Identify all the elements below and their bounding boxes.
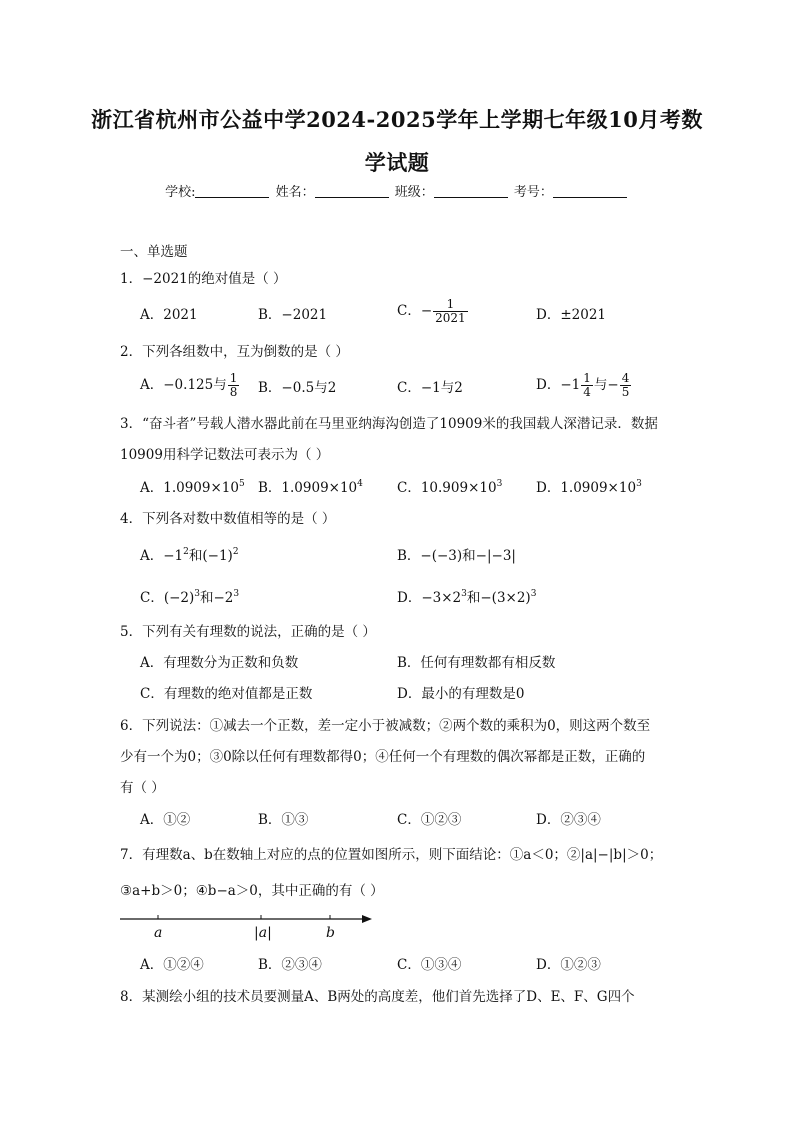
q3-stem-line1: 3．“奋斗者”号载人潜水器此前在马里亚纳海沟创造了10909米的我国载人深潜记录．数据 [120,416,658,432]
class-blank [434,185,508,198]
school-label: 学校: [165,185,196,200]
q3-c-base: C．10.909×10 [397,480,497,496]
q1-option-b: B．−2021 [258,307,328,323]
q3-a-base: A．1.0909×10 [140,480,239,496]
exam-no-label: 考号： [513,185,553,200]
q5-option-a: A．有理数分为正数和负数 [140,655,299,671]
q2-d-denominator1: 4 [583,385,591,399]
number-line-figure [120,912,372,944]
q4-a-exp1: 2 [183,547,189,557]
q1-option-a: A．2021 [140,307,198,323]
q7-option-d: D．①②③ [536,957,601,973]
q4-d-part1: D．−3×2 [397,590,462,606]
q1-c-numerator: 1 [446,297,455,311]
q7-stem-line1: 7．有理数a、b在数轴上对应的点的位置如图所示，则下面结论：①a＜0；②|a|−|b|＞0； [120,847,663,863]
q4-option-b: B．−(−3)和−|−3| [397,548,516,564]
q5-option-c: C．有理数的绝对值都是正数 [140,686,313,702]
q2-d-mid: 与− [593,377,619,393]
q4-option-a [140,547,239,565]
name-blank [315,185,389,198]
q2-stem: 2．下列各组数中，互为倒数的是（ ） [120,344,349,360]
q4-c-part2: 和−2 [200,590,234,606]
q6-stem-line3: 有（ ） [120,780,165,796]
label-a: a [154,925,163,941]
q2-d-fraction1 [581,372,593,399]
q4-option-d [397,589,536,607]
q7-option-a: A．①②④ [140,957,204,973]
number-line-axis [120,912,372,926]
q4-a-part2: 和(−1) [188,548,233,564]
q2-a-fraction [228,372,240,399]
q2-d-numerator1: 1 [583,371,591,385]
q3-b-exponent: 4 [357,479,363,489]
q2-option-c: C．−1与2 [397,380,463,396]
q2-a-prefix: A．−0.125与 [140,377,227,393]
q2-d-denominator2: 5 [621,385,630,399]
q2-option-a [140,372,240,399]
q3-option-b [258,479,363,497]
q4-a-part1: A．−1 [140,548,184,564]
label-abs-a: |a| [254,925,272,941]
q3-b-base: B．1.0909×10 [258,480,358,496]
q4-c-exp2: 3 [233,589,240,599]
q2-d-numerator2: 4 [621,371,630,385]
q3-option-a [140,479,245,497]
exam-title-line2: 学试题 [364,150,430,175]
q4-c-exp1: 3 [194,589,200,599]
class-label: 班级： [394,185,434,200]
axis-arrow [362,915,372,923]
q3-a-exponent: 5 [238,479,245,489]
q2-a-numerator: 1 [229,371,238,385]
section-heading: 一、单选题 [120,244,188,260]
exam-no-blank [553,185,627,198]
q8-stem-line1: 8．某测绘小组的技术员要测量A、B两处的高度差，他们首先选择了D、E、F、G四个 [120,989,635,1005]
q2-d-fraction2 [620,372,632,399]
q5-option-b: B．任何有理数都有相反数 [397,655,556,671]
student-info-row [0,181,794,200]
q6-option-b: B．①③ [258,812,309,828]
q6-option-c: C．①②③ [397,812,462,828]
q4-d-part2: 和−(3×2) [466,590,531,606]
q3-stem-line2: 10909用科学记数法可表示为（ ） [120,447,330,463]
q1-option-d: D．±2021 [536,307,606,323]
school-blank [195,185,269,198]
q2-option-b: B．−0.5与2 [258,380,337,396]
q1-c-prefix: C．− [397,303,433,319]
q5-stem: 5．下列有关有理数的说法，正确的是（ ） [120,624,376,640]
q4-option-c [140,589,239,607]
q5-option-d: D．最小的有理数是0 [397,686,525,702]
q4-c-part1: C．(−2) [140,590,195,606]
q3-option-d [536,479,642,497]
q6-stem-line2: 少有一个为0；③0除以任何有理数都得0；④任何一个有理数的偶次幂都是正数，正确的 [120,749,646,765]
q3-d-exponent: 3 [636,479,642,489]
q7-option-b: B．②③④ [258,957,322,973]
q6-option-d: D．②③④ [536,812,601,828]
q4-d-exp2: 3 [530,589,537,599]
q7-stem-line2: ③a+b＞0；④b−a＞0，其中正确的有（ ） [120,883,384,899]
q4-stem: 4．下列各对数中数值相等的是（ ） [120,511,336,527]
q2-a-denominator: 8 [229,385,238,399]
label-b: b [326,925,335,941]
name-label: 姓名： [275,185,315,200]
q4-d-exp1: 3 [461,589,467,599]
q1-c-denominator: 2021 [435,311,466,325]
q2-option-d [536,372,632,399]
q3-option-c [397,479,502,497]
q1-stem: 1．−2021的绝对值是（ ） [120,271,287,287]
q4-a-exp2: 2 [232,547,239,557]
q6-stem-line1: 6．下列说法：①减去一个正数，差一定小于被减数；②两个数的乘积为0，则这两个数至 [120,718,651,734]
q6-option-a: A．①② [140,812,191,828]
q1-option-c [397,298,469,325]
q7-option-c: C．①③④ [397,957,462,973]
q3-c-exponent: 3 [496,479,503,489]
q2-d-prefix: D．−1 [536,377,581,393]
q1-c-fraction [433,298,468,325]
q3-d-base: D．1.0909×10 [536,480,637,496]
exam-title-line1: 浙江省杭州市公益中学2024-2025学年上学期七年级10月考数 [91,107,703,132]
